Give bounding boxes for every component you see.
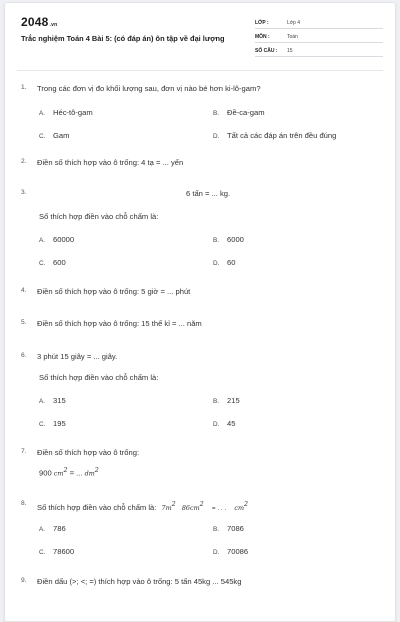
question-5: 5. Điền số thích hợp vào ô trống: 15 thế kỉ = ... năm — [21, 319, 202, 328]
question-6-option-b[interactable]: B. 215 — [213, 396, 240, 405]
question-3-option-a[interactable]: A. 60000 — [39, 235, 75, 244]
question-1: 1. Trong các đơn vị đo khối lượng sau, đơn vị nào bé hơn ki-lô-gam? — [21, 84, 261, 93]
question-3-option-c[interactable]: C. 600 — [39, 258, 66, 267]
question-7: 7. Điền số thích hợp vào ô trống: — [21, 448, 140, 457]
question-8-option-c[interactable]: C. 78600 — [39, 547, 75, 556]
question-1-option-c[interactable]: C. Gam — [39, 131, 70, 140]
question-4: 4. Điền số thích hợp vào ô trống: 5 giờ = ... phút — [21, 287, 191, 296]
header-divider — [17, 70, 383, 71]
question-6-prompt: Số thích hợp điền vào chỗ chấm là: — [39, 373, 159, 382]
question-3-option-b[interactable]: B. 6000 — [213, 235, 244, 244]
question-8-option-a[interactable]: A. 786 — [39, 524, 66, 533]
meta-question-count: SỐ CÂU : 15 — [255, 45, 383, 57]
question-7-expression: 900 $cm^2$ = ... $dm^2$ — [39, 466, 99, 478]
question-8-option-b[interactable]: B. 7086 — [213, 524, 244, 533]
question-1-option-b[interactable]: B. Đề-ca-gam — [213, 108, 265, 117]
question-3-option-d[interactable]: D. 60 — [213, 258, 236, 267]
worksheet-title: Trắc nghiệm Toán 4 Bài 5: (có đáp án) ôn tập về đại lượng — [21, 34, 225, 43]
question-6-option-c[interactable]: C. 195 — [39, 419, 66, 428]
meta-subject: MÔN : Toán — [255, 31, 383, 43]
question-9: 9. Điền dấu (>; <; =) thích hợp vào ô trống: 5 tấn 45kg ... 545kg — [21, 577, 242, 586]
question-8-option-d[interactable]: D. 70086 — [213, 547, 249, 556]
question-2: 2. Điền số thích hợp vào ô trống: 4 tạ = ... yến — [21, 158, 184, 167]
question-6-option-a[interactable]: A. 315 — [39, 396, 66, 405]
meta-class: LỚP : Lớp 4 — [255, 17, 383, 29]
question-3-prompt: Số thích hợp điền vào chỗ chấm là: — [39, 212, 159, 221]
worksheet-header — [5, 3, 397, 67]
question-6: 6. 3 phút 15 giây = ... giây. — [21, 352, 118, 361]
question-8: 8. Số thích hợp điền vào chỗ chấm là: $7m^2$ $86cm^2$ = . . . $cm^2$ — [21, 500, 249, 512]
question-6-option-d[interactable]: D. 45 — [213, 419, 236, 428]
question-1-option-a[interactable]: A. Héc-tô-gam — [39, 108, 93, 117]
question-1-option-d[interactable]: D. Tất cả các đáp án trên đều đúng — [213, 131, 337, 140]
site-logo[interactable]: 2048.vn — [21, 15, 58, 29]
worksheet-page: 2048.vn Trắc nghiệm Toán 4 Bài 5: (có đáp án) ôn tập về đại lượng LỚP : Lớp 4 MÔN : Toán SỐ CÂU : 15 1. Trong các đơn vị đo khối lượng sau, đơn vị nào bé hơn ki-lô-gam? A. Héc-tô-gam B. Đề-ca-gam C. Gam D. Tất cả các đáp án trên đều đúng 2. Điền số thích hợp vào ô trống: 4 tạ = ... yến 3. 6 tấn = ... kg. Số thích hợp điền vào chỗ chấm là: A. 60000 B. 6000 C. 600 D. 60 4. Điền số thích hợp vào ô trống: 5 giờ = ... phút 5. Điền số thích hợp vào ô trống: 15 thế kỉ = ... năm 6. 3 phút 15 giây = ... giây. Số thích hợp điền vào chỗ chấm là: A. 315 B. 215 C. 195 D. 45 7. Điền số thích hợp vào ô trống: 900 $cm^2$ = ... $dm^2$ 8. Số thích hợp điền vào chỗ chấm là: $7m^2$ $86cm^2$ = . . . $cm^2$ A. 786 B. 7086 C. 78600 D. 70086 9. Điền dấu (>; <; =) thích hợp vào ô trống: 5 tấn 45kg ... 545kg — [4, 2, 396, 622]
